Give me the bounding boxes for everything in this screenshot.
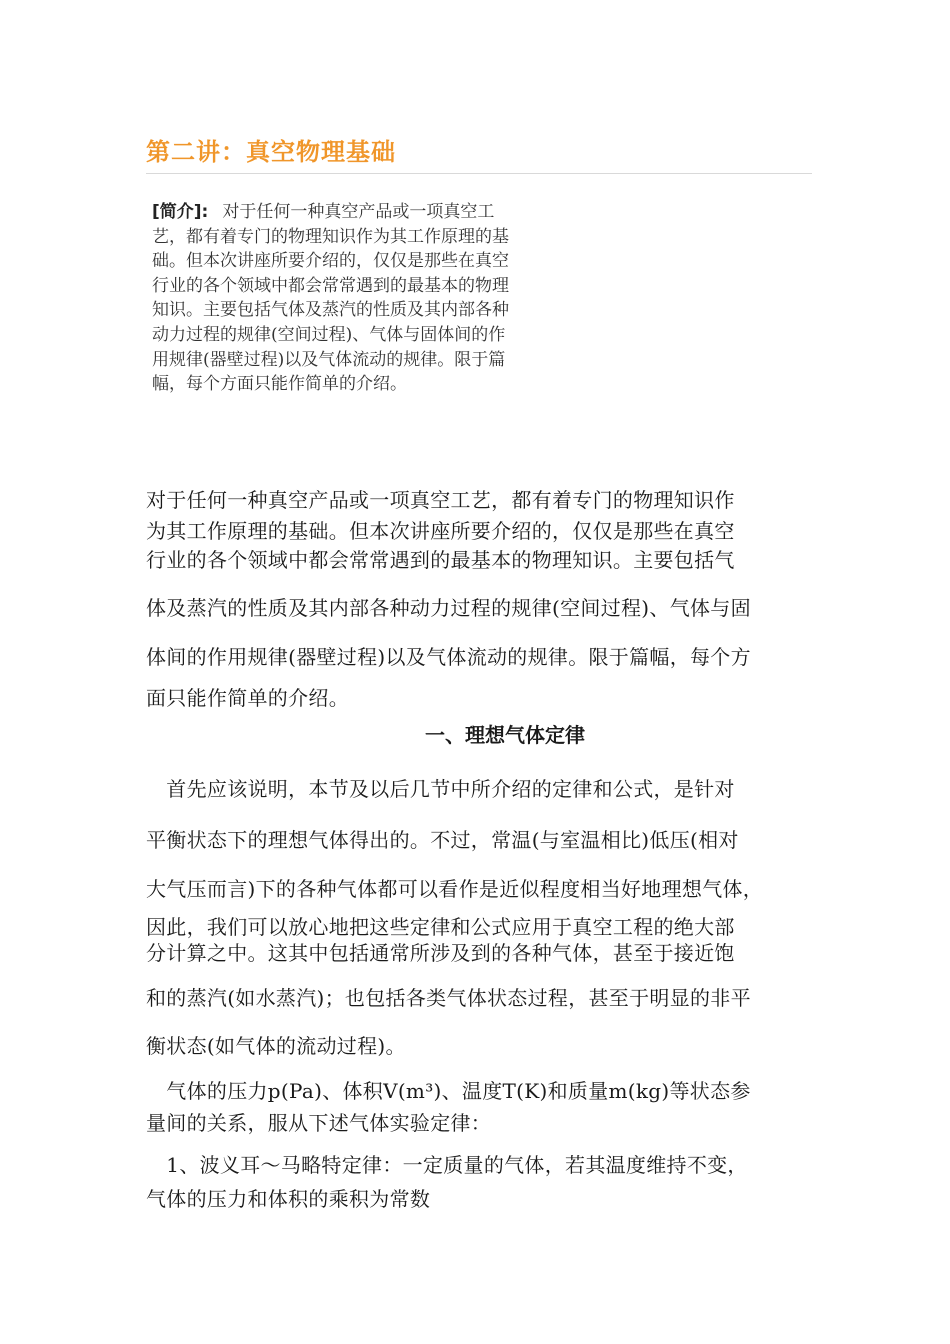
paragraph-2 (146, 772, 808, 1068)
section-heading: 一、理想气体定律 (425, 723, 585, 747)
paragraph-line: 量间的关系，服从下述气体实验定律： (146, 1111, 492, 1135)
paragraph-line: 分计算之中。这其中包括通常所涉及到的各种气体，甚至于接近饱 (146, 941, 735, 965)
paragraph-3 (146, 1074, 808, 1142)
paragraph-line: 平衡状态下的理想气体得出的。不过，常温(与室温相比)低压(相对 (146, 828, 739, 852)
paragraph-line: 体及蒸汽的性质及其内部各种动力过程的规律(空间过程)、气体与固 (146, 596, 751, 620)
paragraph-line: 气体的压力p(Pa)、体积V(m³)、温度T(K)和质量m(kg)等状态参 (146, 1079, 751, 1103)
paragraph-line: 和的蒸汽(如水蒸汽)；也包括各类气体状态过程，甚至于明显的非平 (146, 986, 751, 1010)
paragraph-line: 对于任何一种真空产品或一项真空工艺，都有着专门的物理知识作 (146, 488, 735, 512)
paragraph-1 (146, 482, 808, 720)
paragraph-line: 首先应该说明，本节及以后几节中所介绍的定律和公式，是针对 (146, 777, 735, 801)
intro-summary (152, 200, 512, 397)
paragraph-4 (146, 1148, 808, 1217)
paragraph-line: 面只能作简单的介绍。 (146, 686, 349, 710)
paragraph-line: 大气压而言)下的各种气体都可以看作是近似程度相当好地理想气体， (146, 877, 764, 901)
page-title: 第二讲：真空物理基础 (146, 138, 396, 166)
paragraph-line: 因此，我们可以放心地把这些定律和公式应用于真空工程的绝大部 (146, 915, 735, 939)
paragraph-line: 体间的作用规律(器壁过程)以及气体流动的规律。限于篇幅，每个方 (146, 645, 751, 669)
intro-label: [简介]: (152, 202, 209, 222)
title-divider (146, 173, 812, 174)
paragraph-line: 气体的压力和体积的乘积为常数 (146, 1187, 431, 1211)
intro-text: 对于任何一种真空产品或一项真空工艺，都有着专门的物理知识作为其工作原理的基础。但本次讲座所要介绍的，仅仅是那些在真空行业的各个领域中都会常常遇到的最基本的物理知识。主要包括气体及蒸汽的性质及其内部各种动力过程的规律(空间过程)、气体与固体间的作用规律(器壁过程)以及气体流动的规律。限于篇幅，每个方面只能作简单的介绍。 (152, 202, 509, 395)
paragraph-line: 行业的各个领域中都会常常遇到的最基本的物理知识。主要包括气 (146, 548, 735, 572)
paragraph-line: 衡状态(如气体的流动过程)。 (146, 1034, 406, 1058)
paragraph-line: 为其工作原理的基础。但本次讲座所要介绍的，仅仅是那些在真空 (146, 519, 735, 543)
paragraph-line: 1、波义耳～马略特定律：一定质量的气体，若其温度维持不变， (146, 1153, 748, 1177)
